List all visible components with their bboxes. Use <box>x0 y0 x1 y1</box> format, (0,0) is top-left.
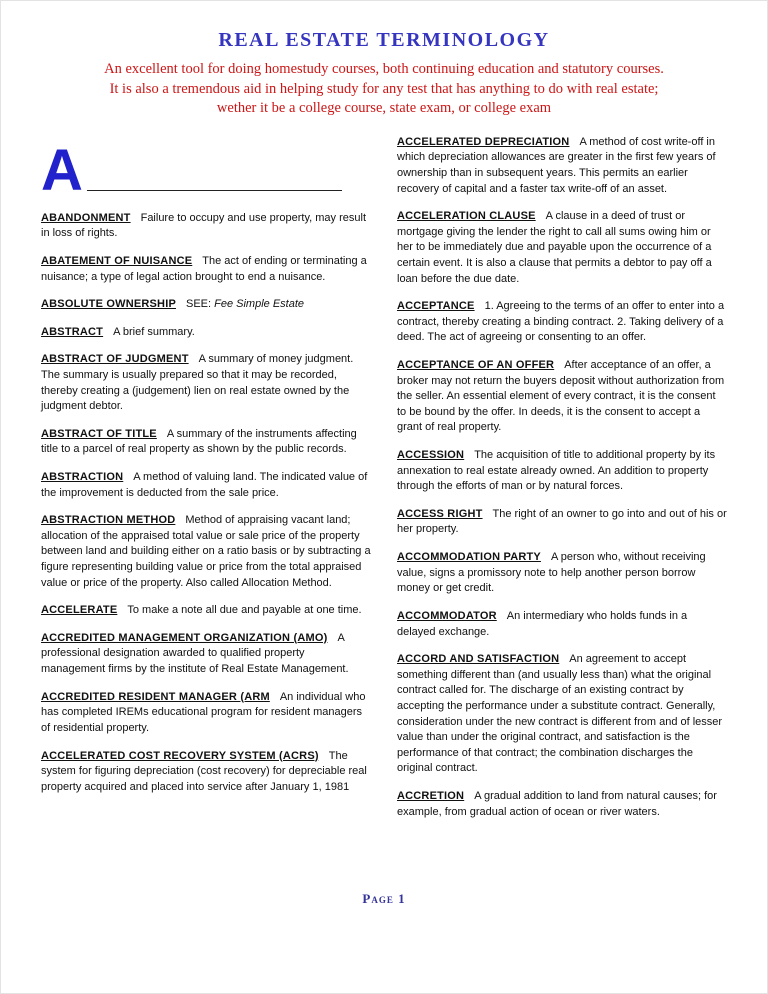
glossary-entry <box>41 631 371 678</box>
definition-text: A method of valuing land. The indicated value of the improvement is deducted from the sale price. <box>41 471 368 499</box>
right-column <box>397 135 727 833</box>
term-label: ABSTRACT <box>41 325 104 338</box>
glossary-entry <box>41 254 371 285</box>
glossary-entry <box>41 749 371 796</box>
glossary-entry <box>41 427 371 458</box>
glossary-entry <box>397 789 727 820</box>
definition-text: SEE: <box>186 298 215 311</box>
glossary-entry <box>397 209 727 287</box>
glossary-entry <box>41 690 371 737</box>
glossary-entry <box>397 448 727 495</box>
definition-text: The right of an owner to go into and out of his or her property. <box>397 507 727 536</box>
document-header <box>1 1 767 119</box>
definition-text: A gradual addition to land from natural causes; for example, from gradual action of ocean or river waters. <box>397 790 717 818</box>
term-label: ACCRETION <box>397 790 465 803</box>
term-label: ACCELERATED DEPRECIATION <box>397 135 570 148</box>
term-label: ABSTRACTION <box>41 471 124 483</box>
definition-text: An individual who has completed IREMs educational program for resident managers of residential property. <box>41 690 366 734</box>
term-label: ACCESSION <box>397 449 465 462</box>
glossary-entry <box>397 507 727 538</box>
term-label: ACCOMMODATOR <box>397 609 497 622</box>
subtitle <box>1 60 767 119</box>
glossary-entry <box>397 135 727 197</box>
page-title: REAL ESTATE TERMINOLOGY <box>218 29 550 51</box>
term-label: ABSTRACT OF JUDGMENT <box>41 353 189 366</box>
definition-text: A professional designation awarded to qualified property management firms by the institute of Real Estate Management. <box>41 631 349 676</box>
term-label: ACCORD AND SATISFACTION <box>397 653 560 666</box>
term-label: ACCELERATION CLAUSE <box>397 210 536 223</box>
definition-text: 1. Agreeing to the terms of an offer to enter into a contract, thereby creating a binding contract. 2. Taking delivery of a deed. The act of agreeing or consenting to an offer. <box>397 300 725 344</box>
term-label: ACCOMMODATION PARTY <box>397 551 541 564</box>
definition-cross-reference: Fee Simple Estate <box>214 298 304 311</box>
term-label: ABSTRACTION METHOD <box>41 514 176 527</box>
glossary-entry <box>41 603 371 619</box>
definition-text: An intermediary who holds funds in a delayed exchange. <box>397 609 688 638</box>
section-letter: A <box>41 137 83 203</box>
glossary-entry <box>41 325 371 341</box>
glossary-entry <box>41 211 371 242</box>
subtitle-line-2: It is also a tremendous aid in helping study for any test that has anything to do with real estate; <box>109 80 659 97</box>
subtitle-line-3: wether it be a college course, state exam, or college exam <box>216 100 552 117</box>
section-letter-rule <box>87 190 342 191</box>
term-label: ABSTRACT OF TITLE <box>41 427 157 440</box>
definition-text: A method of cost write-off in which depreciation allowances are greater in the first few years of ownership than in subsequent years. This permits an earlier recovery of capital and a faster tax write-off of an asset. <box>397 135 716 195</box>
section-letter-block <box>41 137 371 203</box>
definition-text: The acquisition of title to additional property by its annexation to real estate already owned. An addition to property through the efforts of man or by natural forces. <box>397 449 716 493</box>
term-label: ACCREDITED RESIDENT MANAGER (ARM <box>41 690 270 703</box>
definition-text: To make a note all due and payable at one time. <box>127 604 362 617</box>
definition-text: Method of appraising vacant land; allocation of the appraised total value or sale price of the property between land and building either on a ratio basis or by subtracting a figure representing building value or price from the total appraised value or price of the property. Also called Allocation Method. <box>41 514 371 589</box>
term-label: ACCEPTANCE <box>397 300 475 313</box>
definition-text: After acceptance of an offer, a broker may not return the buyers deposit without authorization from the seller. An essential element of every contract, it is the consent to be bound by the offer. In deeds, it is the consent to accept a grant of real property. <box>397 359 725 434</box>
term-label: ACCELERATE <box>41 604 118 617</box>
glossary-entry <box>41 513 371 591</box>
term-label: ABANDONMENT <box>41 211 131 224</box>
subtitle-line-1: An excellent tool for doing homestudy courses, both continuing education and statutory courses. <box>104 61 664 77</box>
definition-text: A summary of money judgment. The summary is usually prepared so that it may be recorded, thereby creating a (judgement) lien on real estate owned by the judgment debtor. <box>41 353 354 413</box>
term-label: ABATEMENT OF NUISANCE <box>41 254 193 267</box>
term-label: ABSOLUTE OWNERSHIP <box>41 298 176 311</box>
page-number: Page 1 <box>362 891 406 906</box>
definition-text: A brief summary. <box>113 325 195 338</box>
definition-text: The act of ending or terminating a nuisance; a type of legal action brought to end a nuisance. <box>41 254 367 283</box>
definition-text: A person who, without receiving value, signs a promissory note to help another person borrow money or get credit. <box>397 551 706 595</box>
glossary-entry <box>41 352 371 414</box>
term-label: ACCELERATED COST RECOVERY SYSTEM (ACRS) <box>41 749 319 762</box>
definition-text: An agreement to accept something different than (and usually less than) what the original contract called for. The discharge of an existing contract by accepting the performance under a substitute contract. Generally, consideration under the new contract is different from and of lesser value than under the original contract, and satisfaction is the performance of that contract; the combination discharges the original contract. <box>397 653 723 775</box>
glossary-entry <box>41 470 371 501</box>
definition-text: A summary of the instruments affecting title to a parcel of real property as shown by the public records. <box>41 427 357 456</box>
term-label: ACCESS RIGHT <box>397 507 483 520</box>
definition-text: Failure to occupy and use property, may result in loss of rights. <box>41 211 366 240</box>
left-column <box>41 135 371 833</box>
glossary-entry <box>397 299 727 346</box>
glossary-entry <box>41 297 371 313</box>
glossary-entry <box>397 550 727 597</box>
term-label: ACCEPTANCE OF AN OFFER <box>397 359 555 371</box>
definition-text: The system for figuring depreciation (cost recovery) for depreciable real property acquired and placed into service after January 1, 1981 <box>41 749 367 793</box>
glossary-entry <box>397 358 727 436</box>
glossary-content <box>1 119 767 833</box>
glossary-entry <box>397 609 727 640</box>
term-label: ACCREDITED MANAGEMENT ORGANIZATION (AMO) <box>41 631 328 644</box>
definition-text: A clause in a deed of trust or mortgage giving the lender the right to call all sums owing him or her to be immediately due and payable upon the occurrence of a certain event. It is also a clause that permits a debtor to pay off a loan before the due date. <box>397 210 712 285</box>
glossary-entry <box>397 652 727 777</box>
